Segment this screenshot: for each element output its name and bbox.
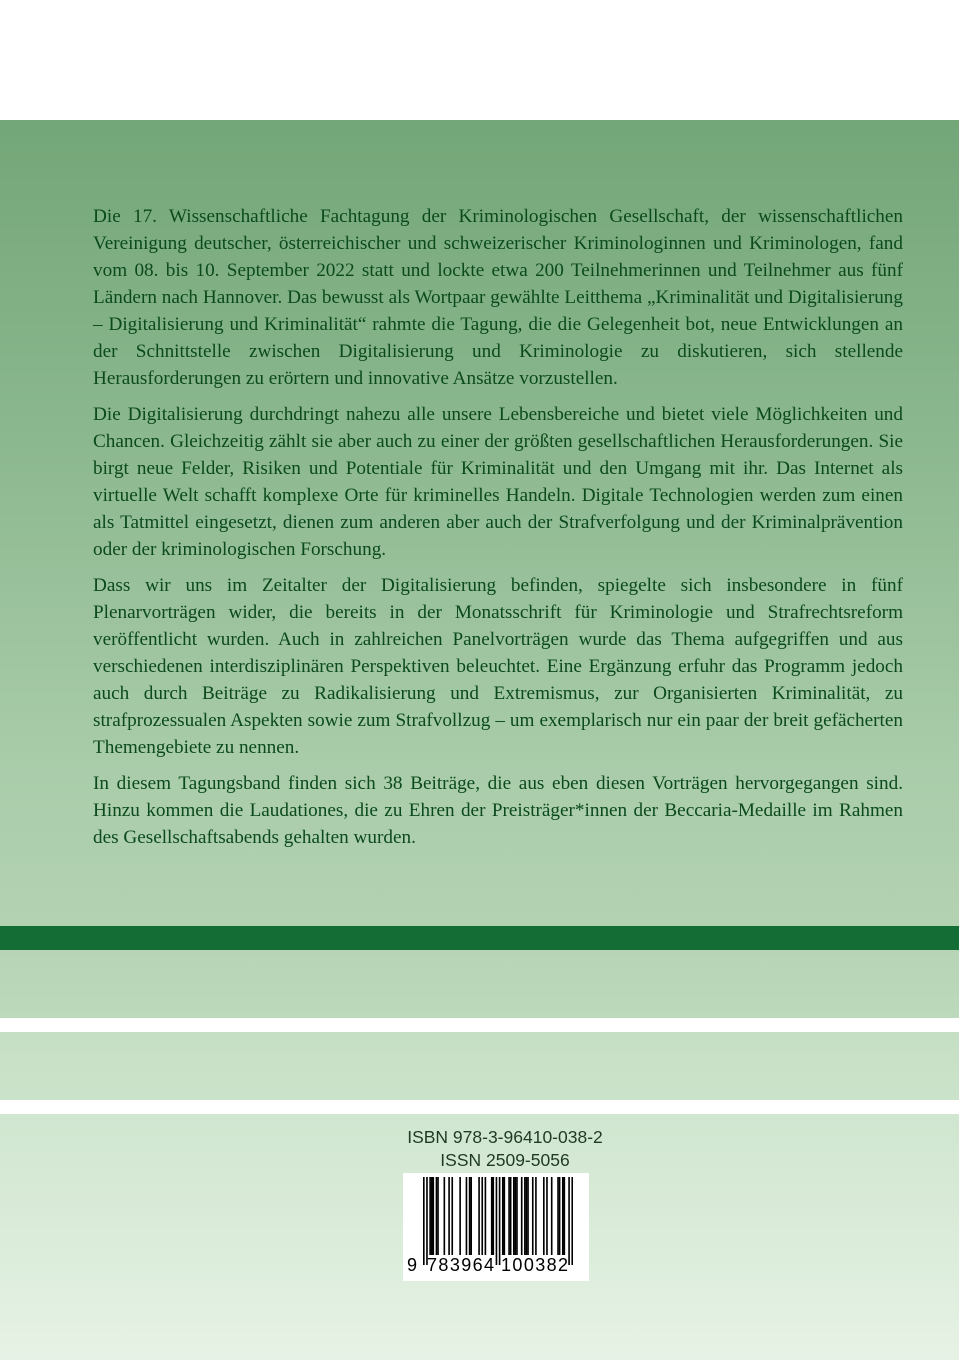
- barcode-bar: [437, 1177, 439, 1255]
- white-gap-2: [0, 1100, 959, 1114]
- barcode-bar: [551, 1177, 553, 1255]
- barcode-left-group: 783964: [427, 1255, 496, 1275]
- barcode-bar: [526, 1177, 528, 1255]
- barcode-bar: [535, 1177, 537, 1255]
- issn-number: ISSN 2509-5056: [440, 1150, 570, 1170]
- barcode-bar: [429, 1177, 431, 1255]
- barcode-bar: [469, 1177, 471, 1255]
- blurb-paragraph-1: Die 17. Wissenschaftliche Fachtagung der Kriminologischen Gesellschaft, der wissenschaftlichen Vereinigung deutscher, österreichischer und schweizerischer Kriminologinnen und Kriminologen, fand vom 08. bis 10. September 2022 statt und lockte etwa 200 Teilnehmerinnen und Teilnehmer aus fünf Ländern nach Hannover. Das bewusst als Wortpaar gewählte Leitthema „Kriminalität und Digitalisierung – Digitalisierung und Kriminalität“ rahmte die Tagung, die die Gelegenheit bot, neue Entwicklungen an der Schnittstelle zwischen Digitalisierung und Kriminologie zu diskutieren, sich stellende Herausforderungen zu erörtern und innovative Ansätze vorzustellen.: [93, 206, 903, 389]
- barcode-bar: [492, 1177, 494, 1255]
- blurb-paragraph-3: Dass wir uns im Zeitalter der Digitalisierung befinden, spiegelte sich insbesondere in fünf Plenarvorträgen wider, die bereits in der Monatsschrift für Kriminologie und Strafrechtsreform veröffentlicht wurden. Auch in zahlreichen Panelvorträgen wurde das Thema aufgegriffen und aus verschiedenen interdisziplinären Perspektiven beleuchtet. Eine Ergänzung erfuhr das Programm jedoch auch durch Beiträge zu Radikalisierung und Extremismus, zur Organisierten Kriminalität, zu strafprozessualen Aspekten sowie zum Strafvollzug – um exemplarisch nur ein paar der breit gefächerten Themengebiete zu nennen.: [93, 575, 903, 758]
- blurb-paragraph-4: In diesem Tagungsband finden sich 38 Beiträge, die aus eben diesen Vorträgen hervorgegangen sind. Hinzu kommen die Laudationes, die zu Ehren der Preisträger*innen der Beccaria-Medaille im Rahmen des Gesellschaftsabends gehalten wurden.: [93, 773, 903, 848]
- dark-green-stripe: [0, 926, 959, 950]
- barcode: [403, 1173, 589, 1281]
- barcode-guard-bar: [571, 1177, 573, 1265]
- barcode-guard-bar: [426, 1177, 428, 1265]
- blurb-paragraph-2: Die Digitalisierung durchdringt nahezu alle unsere Lebensbereiche und bietet viele Möglichkeiten und Chancen. Gleichzeitig zählt sie aber auch zu einer der größten gesellschaftlichen Herausforderungen. Sie birgt neue Felder, Risiken und Potentiale für Kriminalität und den Umgang mit ihr. Das Internet als virtuelle Welt schafft komplexe Orte für kriminelles Handeln. Digitale Technologien werden zum einen als Tatmittel eingesetzt, dienen zum anderen aber auch der Strafverfolgung und der Kriminalprävention oder der kriminologischen Forschung.: [93, 404, 903, 560]
- barcode-bar: [521, 1177, 523, 1255]
- barcode-guard-bar: [423, 1177, 425, 1265]
- barcode-bar: [459, 1177, 461, 1255]
- barcode-bar: [510, 1177, 512, 1255]
- barcode-right-group: 100382: [501, 1255, 570, 1275]
- light-green-band-2: [0, 1032, 959, 1100]
- barcode-lead-digit: 9: [407, 1255, 418, 1275]
- barcode-bar: [481, 1177, 483, 1255]
- barcode-bar: [508, 1177, 510, 1255]
- barcode-bar: [491, 1177, 493, 1255]
- barcode-bar: [532, 1177, 534, 1255]
- barcode-bar: [504, 1177, 506, 1255]
- barcode-bar: [546, 1177, 548, 1255]
- barcode-guard-bar: [568, 1177, 570, 1265]
- barcode-bar: [543, 1177, 545, 1255]
- white-gap-1: [0, 1018, 959, 1032]
- barcode-bar: [564, 1177, 566, 1255]
- barcode-bar: [451, 1177, 453, 1255]
- barcode-bar: [513, 1177, 515, 1255]
- isbn-number: ISBN 978-3-96410-038-2: [407, 1127, 603, 1147]
- barcode-bar: [431, 1177, 433, 1255]
- barcode-digits: [403, 1255, 589, 1277]
- barcode-guard-bar: [496, 1177, 498, 1265]
- light-green-band-1: [0, 950, 959, 1018]
- barcode-bar: [485, 1177, 487, 1255]
- barcode-bars: [423, 1177, 573, 1267]
- barcode-bar: [432, 1177, 434, 1255]
- barcode-bar: [436, 1177, 438, 1255]
- barcode-bar: [527, 1177, 529, 1255]
- barcode-guard-bar: [499, 1177, 501, 1265]
- barcode-bar: [448, 1177, 450, 1255]
- barcode-bar: [466, 1177, 468, 1255]
- top-margin: [0, 0, 959, 120]
- barcode-bar: [562, 1177, 564, 1255]
- barcode-bar: [557, 1177, 559, 1255]
- barcode-bar: [478, 1177, 480, 1255]
- barcode-bar: [516, 1177, 518, 1255]
- barcode-bar: [524, 1177, 526, 1255]
- barcode-bar: [470, 1177, 472, 1255]
- barcode-bar: [559, 1177, 561, 1255]
- identifier-block: [380, 1126, 630, 1172]
- barcode-bar: [515, 1177, 517, 1255]
- barcode-bar: [502, 1177, 504, 1255]
- blurb-text: [93, 203, 903, 860]
- barcode-bar: [444, 1177, 446, 1255]
